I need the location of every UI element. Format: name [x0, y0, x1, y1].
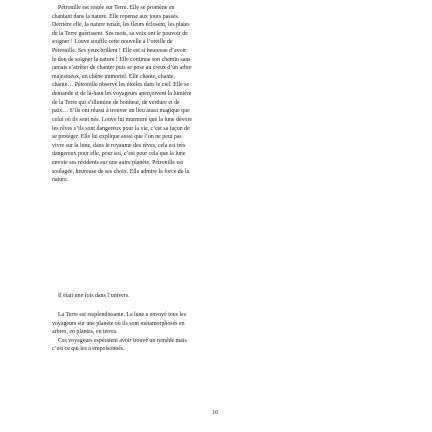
- paragraph-story: [52, 4, 380, 185]
- text-line: Derrière elle, la nature renaît, les fleurs éclosent, les plaies: [52, 22, 190, 29]
- text-line: demande si de là-haut les voyageurs aperçoivent la lumière: [52, 91, 192, 98]
- text-line: Il était une fois dans l’univers.: [58, 293, 130, 299]
- text-line: La Terre est resplendissante. La lune a envoyé tous les: [58, 312, 187, 318]
- text-line: paix… S’ils ont réussi à trouver un lieu aussi magique que: [52, 108, 190, 115]
- text-line: nature.: [52, 177, 69, 184]
- text-line: de la Terre guérissent. Ses mots, sa voix ont le pouvoir de: [52, 30, 188, 37]
- text-line: celui où ils sont nés. Louve lui murmure que la lune dévore: [52, 116, 193, 123]
- text-line: soulagée, heureuse de ses choix. Elle admire la force de la: [52, 168, 190, 175]
- text-line: Pétronille. Ses yeux brillent ! Elle est si heureuse d’avoir: [52, 48, 187, 55]
- text-line: voyageurs sur une planète où ils sont métamorphosés en: [52, 320, 185, 327]
- text-line: jamais s’arrêter de chanter puis se pose au creux d’un arbre: [52, 65, 192, 72]
- text-line: vivre sur la lune, dans le royaume des rêves, cela est très: [52, 142, 186, 149]
- text-line: soigner ! Louve souffle cette nouvelle à l’oreille de: [52, 39, 173, 46]
- text-line: envoie ses résidents sur une autre planète. Pétronille est: [52, 159, 184, 166]
- text-line: Pétronille est restée sur Terre. Elle se promène en: [58, 5, 175, 11]
- paragraph-intro: [52, 292, 380, 301]
- page-number: 16: [212, 410, 218, 416]
- paragraph-earth: [52, 311, 380, 354]
- text-line: dangereux pour elle, pour soi, c’est pour cela que la lune: [52, 151, 186, 158]
- text-line: majestueux, un chêne immortel. Elle chante, chante,: [52, 73, 176, 80]
- text-line: arbres, en plantes, en terres.: [52, 329, 118, 336]
- text-line: les rêves s’ils sont dangereux pour la vie, c’est sa façon de: [52, 125, 190, 132]
- text-line: c’est ce qui les a empoisonnés.: [52, 346, 125, 353]
- text-line: se protéger. Elle lui explique aussi que l’on ne peut pas: [52, 134, 182, 141]
- text-line: chante… Pétronille observe les étoiles dans le ciel. Elle se: [52, 82, 190, 89]
- text-line: Ces voyageurs espéraient avoir trouvé un remède mais: [58, 337, 187, 344]
- text-line: chantant dans la nature. Elle repense aux jours passés.: [52, 13, 180, 20]
- text-line: de la Terre qui s’illumine de bonheur, de verdure et de: [52, 99, 180, 106]
- text-line: le don de soigner la nature ! Elle continue son chemin sans: [52, 56, 191, 63]
